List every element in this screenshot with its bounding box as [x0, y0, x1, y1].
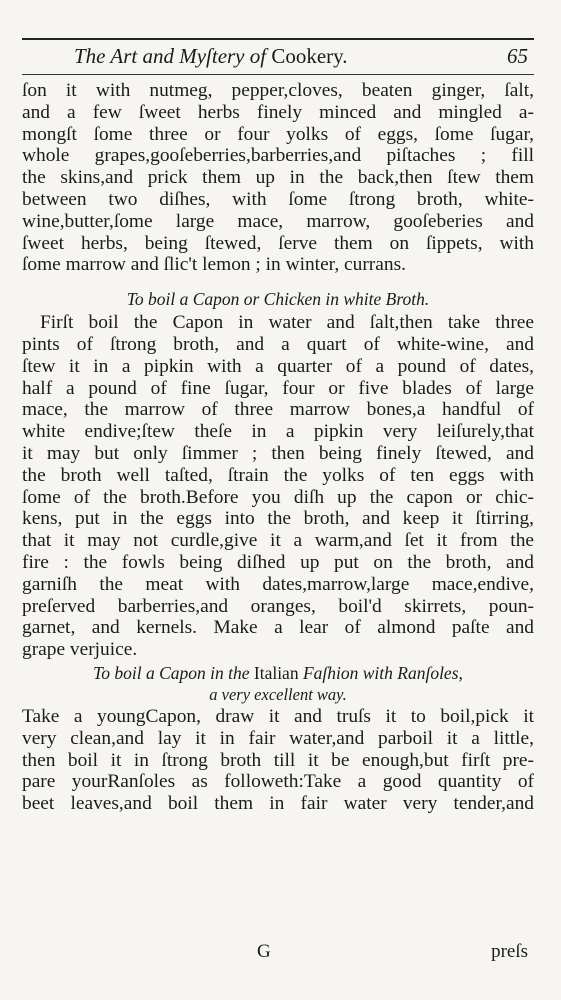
text-line: half a pound of fine ſugar, four or five blades of large — [22, 377, 534, 399]
text-line: it may but only ſimmer ; then being finely ſtewed, and — [22, 442, 534, 464]
text-line: fire : the fowls being diſhed up put on the broth, and — [22, 551, 534, 573]
text-line: ſome marrow and ſlic't lemon ; in winter, currans. — [22, 254, 406, 276]
text-line: mace, the marrow of three marrow bones,a handful of — [22, 399, 534, 421]
text-line: the broth well taſted, ſtrain the yolks of ten eggs with — [22, 464, 534, 486]
text-line: kens, put in the eggs into the broth, and keep it ſtirring, — [22, 508, 534, 530]
top-rule — [22, 38, 534, 40]
text-line: ſweet herbs, being ſtewed, ſerve them on ſippets, with — [22, 232, 534, 254]
catchword: preſs — [491, 941, 528, 962]
paragraph-white-broth — [22, 312, 534, 661]
text-line: garnet, and kernels. Make a lear of almond paſte and — [22, 617, 534, 639]
text-line: then boil it in ſtrong broth till it be enough,but firſt pre- — [22, 749, 534, 771]
recipe-heading-white-broth: To boil a Capon or Chicken in white Broth. — [126, 289, 430, 310]
text-line: white endive;ſtew theſe in a pipkin very leiſurely,that — [22, 421, 534, 443]
text-line: pare yourRanſoles as followeth:Take a good quantity of — [22, 771, 534, 793]
text-line: Take a youngCapon, draw it and truſs it to boil,pick it — [22, 705, 534, 727]
running-title — [74, 44, 348, 69]
text-line: ſome of the broth.Before you diſh up the capon or chic- — [22, 486, 534, 508]
paragraph-continued — [22, 80, 534, 276]
heading-part: To boil a Capon in the — [93, 662, 250, 683]
heading-part: Faſhion with Ranſoles, — [302, 662, 463, 683]
text-line: that it may not curdle,give it a warm,and ſet it from the — [22, 530, 534, 552]
text-line: very clean,and lay it in fair water,and parboil it a little, — [22, 727, 534, 749]
recipe-heading-italian-fashion — [22, 662, 534, 684]
header-rule — [22, 74, 534, 75]
running-title-italic: The Art and Myſtery of — [74, 44, 267, 68]
text-line: whole grapes,gooſeberries,barberries,and piſtaches ; fill — [22, 145, 534, 167]
text-line: pints of ſtrong broth, and a quart of white-wine, and — [22, 333, 534, 355]
paragraph-italian-fashion — [22, 706, 534, 815]
text-line: mongſt ſome three or four yolks of eggs, ſome ſugar, — [22, 123, 534, 145]
text-line: garniſh the meat with dates,marrow,large mace,endive, — [22, 573, 534, 595]
text-line: ſtew it in a pipkin with a quarter of a pound of dates, — [22, 355, 534, 377]
text-line: ſon it with nutmeg, pepper,cloves, beaten ginger, ſalt, — [22, 80, 534, 101]
heading-roman-word: Italian — [253, 662, 299, 683]
recipe-subheading: a very excellent way. — [209, 684, 347, 704]
text-line: preſerved barberries,and oranges, boil'd skirrets, poun- — [22, 595, 534, 617]
page-number: 65 — [507, 44, 528, 68]
text-line: beet leaves,and boil them in fair water very tender,and — [22, 793, 534, 815]
text-line: the skins,and prick them up in the back,then ſtew them — [22, 167, 534, 189]
signature-mark: G — [257, 941, 271, 962]
text-line: grape verjuice. — [22, 639, 138, 661]
text-line: between two diſhes, with ſome ſtrong broth, white- — [22, 188, 534, 210]
text-line: wine,butter,ſome large mace, marrow, gooſeberies and — [22, 210, 534, 232]
text-line: and a few ſweet herbs finely minced and mingled a- — [22, 101, 534, 123]
running-title-roman: Cookery. — [271, 44, 348, 68]
page-footer — [22, 941, 534, 965]
running-header — [22, 44, 534, 72]
body-text — [22, 80, 534, 815]
text-line: Firſt boil the Capon in water and ſalt,then take three — [40, 312, 534, 334]
